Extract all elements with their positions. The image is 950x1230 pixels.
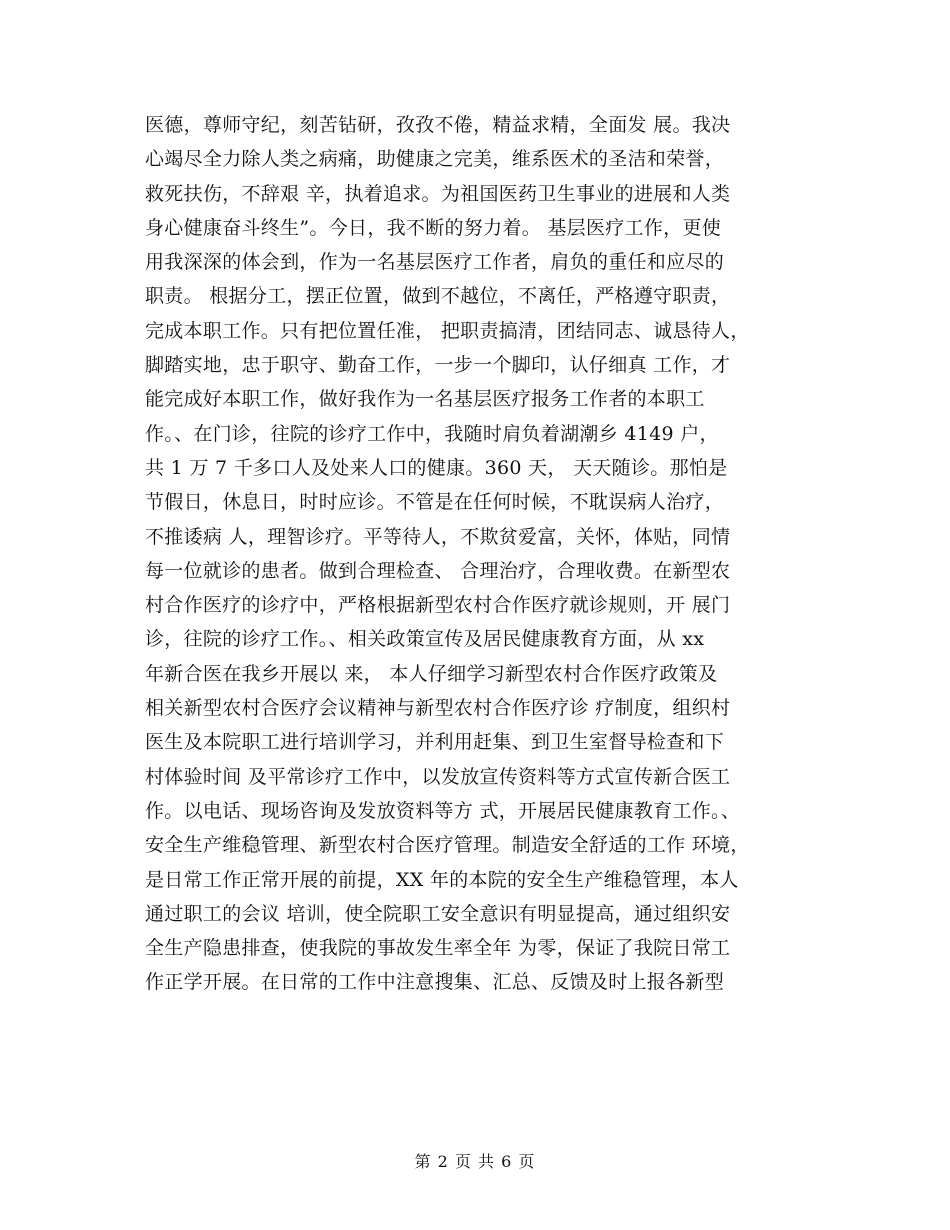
text-line: 身心健康奋斗终生”。今日，我不断的努力着。 基层医疗工作，更使 — [145, 216, 722, 239]
text-line: 村体验时间 及平常诊疗工作中，以发放宣传资料等方式宣传新合医工 — [145, 765, 731, 788]
text-line: 医生及本院职工进行培训学习，并利用赶集、到卫生室督导检查和下 — [145, 731, 725, 754]
text-line: 村合作医疗的诊疗中，严格根据新型农村合作医疗就诊规则，开 展门 — [145, 594, 731, 617]
body-text — [145, 108, 845, 1000]
text-line: 不推诿病 人，理智诊疗。平等待人，不欺贫爱富，关怀，体贴，同情 — [145, 525, 731, 548]
text-line: 职责。 根据分工，摆正位置，做到不越位，不离任，严格遵守职责， — [145, 285, 731, 308]
text-line: 相关新型农村合医疗会议精神与新型农村合作医疗诊 疗制度，组织村 — [145, 697, 731, 720]
text-line: 作。、在门诊，往院的诊疗工作中，我随时肩负着湖潮乡 4149 户， — [145, 422, 719, 445]
text-line: 作正学开展。在日常的工作中注意搜集、汇总、反馈及时上报各新型 — [145, 971, 725, 994]
text-line: 节假日，休息日，时时应诊。不管是在任何时候，不耽误病人治疗， — [145, 491, 725, 514]
text-line: 年新合医在我乡开展以 来， 本人仔细学习新型农村合作医疗政策及 — [145, 662, 718, 685]
text-line: 心竭尽全力除人类之病痛，助健康之完美，维系医术的圣洁和荣誉， — [145, 148, 725, 171]
text-line: 医德，尊师守纪，刻苦钻研，孜孜不倦，精益求精，全面发 展。我决 — [145, 114, 731, 136]
text-line: 诊，往院的诊疗工作。、相关政策宣传及居民健康教育方面，从 xx — [145, 628, 705, 651]
text-line: 是日常工作正常开展的前提，XX 年的本院的安全生产维稳管理，本人 — [145, 868, 739, 891]
page-footer: 第 2 页 共 6 页 — [414, 1152, 536, 1171]
text-line: 通过职工的会议 培训，使全院职工安全意识有明显提高，通过组织安 — [145, 902, 731, 925]
text-line: 脚踏实地，忠于职守、勤奋工作，一步一个脚印，认仔细真 工作，才 — [145, 354, 731, 377]
text-line: 共 1 万 7 千多口人及处来人口的健康。360 天， 天天随诊。那怕是 — [145, 456, 728, 479]
text-line: 能完成好本职工作，做好我作为一名基层医疗报务工作者的本职工 — [145, 388, 705, 411]
text-line: 用我深深的体会到，作为一名基层医疗工作者，肩负的重任和应尽的 — [145, 251, 725, 274]
text-line: 全生产隐患排查，使我院的事故发生率全年 为零，保证了我院日常工 — [145, 937, 731, 960]
text-line: 作。以电话、现场咨询及发放资料等方 式，开展居民健康教育工作。、 — [145, 799, 741, 822]
text-line: 完成本职工作。只有把位置任准， 把职责搞清，团结同志、诚恳待人， — [145, 319, 750, 342]
text-line: 每一位就诊的患者。做到合理检查、 合理治疗，合理收费。在新型农 — [145, 559, 731, 582]
text-line: 安全生产维稳管理、新型农村合医疗管理。制造安全舒适的工作 环境， — [145, 834, 750, 857]
text-line: 救死扶伤，不辞艰 辛，执着追求。为祖国医药卫生事业的进展和人类 — [145, 182, 731, 205]
